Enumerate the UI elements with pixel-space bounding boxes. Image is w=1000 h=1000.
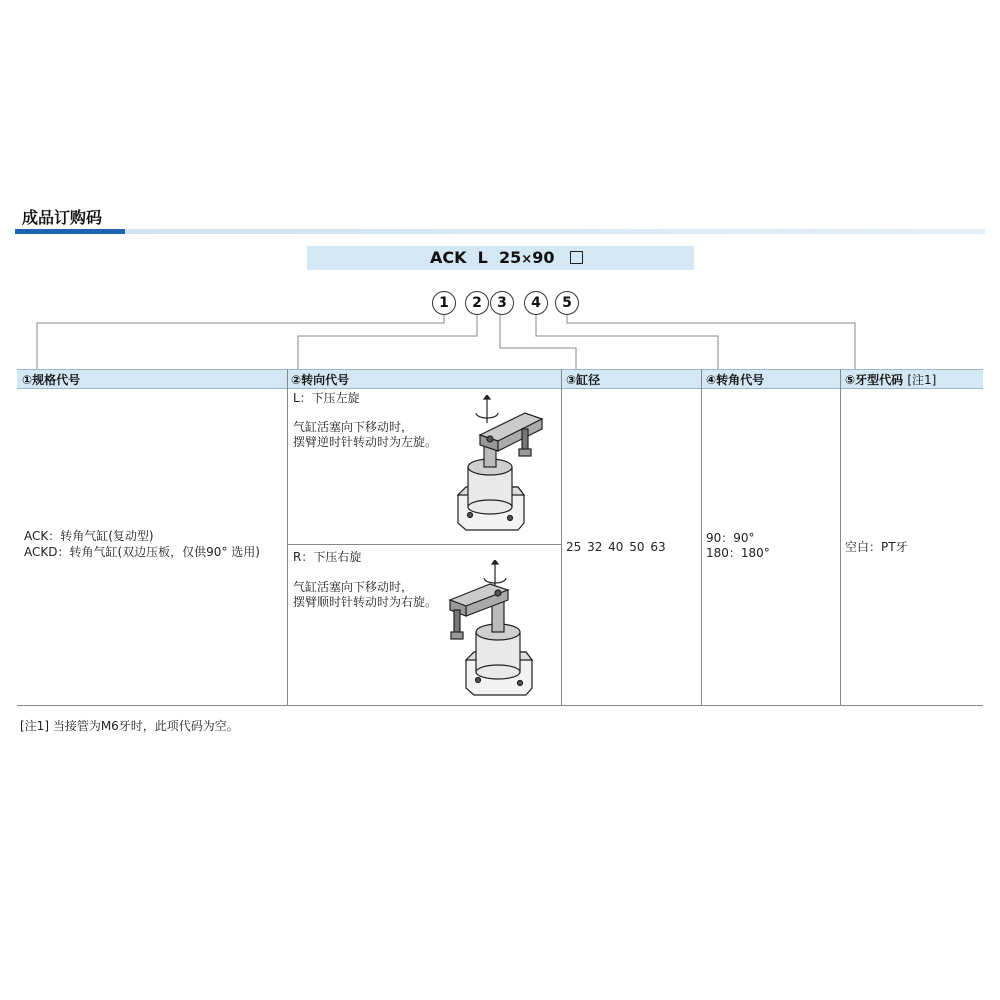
marker-3: 3 xyxy=(490,291,514,315)
spec-ackd: ACKD：转角气缸(双边压板，仅供90° 选用) xyxy=(24,545,260,559)
header-thread-note: [注1] xyxy=(907,373,937,387)
row-divider xyxy=(287,544,561,545)
marker-2: 2 xyxy=(465,291,489,315)
direction-right-desc-2: 摆臂顺时针转动时为右旋。 xyxy=(293,595,438,609)
cylinder-right-rotation-illustration xyxy=(440,560,545,700)
footnote: [注1] 当接管为M6牙时，此项代码为空。 xyxy=(20,719,239,733)
code-direction: L xyxy=(477,248,488,267)
bore-values: 25 32 40 50 63 xyxy=(566,540,666,554)
thread-value: 空白：PT牙 xyxy=(845,540,908,554)
column-divider xyxy=(840,369,841,705)
section-title: 成品订购码 xyxy=(22,208,103,227)
marker-5: 5 xyxy=(555,291,579,315)
header-direction: ②转向代号 xyxy=(291,373,350,387)
spec-ack: ACK：转角气缸(复动型) xyxy=(24,529,154,543)
cylinder-left-rotation-illustration xyxy=(450,395,555,535)
code-bore: 25 xyxy=(499,248,522,267)
code-angle: 90 xyxy=(532,248,555,267)
column-divider xyxy=(561,369,562,705)
marker-4: 4 xyxy=(524,291,548,315)
header-thread xyxy=(845,371,936,388)
direction-right-title: R：下压右旋 xyxy=(293,550,362,564)
header-bore: ③缸径 xyxy=(566,373,601,387)
marker-1: 1 xyxy=(432,291,456,315)
angle-90: 90：90° xyxy=(706,531,755,545)
header-thread-label: ⑤牙型代码 xyxy=(845,373,904,387)
table-bottom-border xyxy=(17,705,983,706)
direction-right-desc-1: 气缸活塞向下移动时， xyxy=(293,580,414,594)
column-divider xyxy=(287,369,288,705)
direction-left-desc-2: 摆臂逆时针转动时为左旋。 xyxy=(293,435,438,449)
header-spec: ①规格代号 xyxy=(22,373,81,387)
table-header-row xyxy=(17,369,983,389)
code-series: ACK xyxy=(430,248,467,267)
column-divider xyxy=(701,369,702,705)
code-times: × xyxy=(521,252,533,267)
direction-left-desc-1: 气缸活塞向下移动时， xyxy=(293,420,414,434)
direction-left-title: L：下压左旋 xyxy=(293,391,360,405)
header-angle: ④转角代号 xyxy=(706,373,765,387)
angle-180: 180：180° xyxy=(706,546,770,560)
